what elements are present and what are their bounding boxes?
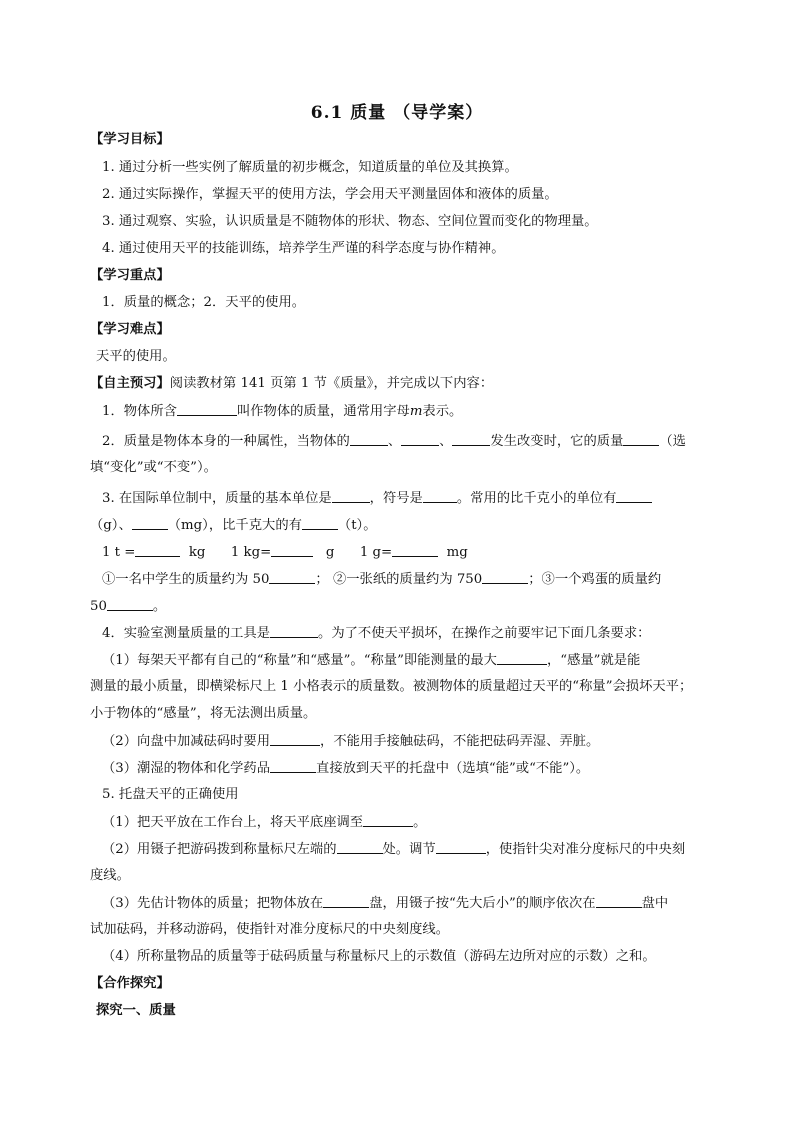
answer-blank[interactable] bbox=[350, 432, 388, 446]
q2-text: 、 bbox=[387, 434, 402, 449]
answer-blank[interactable] bbox=[270, 732, 320, 746]
q4-text: 。为了不使天平损坏，在操作之前要牢记下面几条要求： bbox=[318, 626, 651, 641]
estimation-text: ； ②一张纸的质量约为 750 bbox=[315, 572, 483, 587]
answer-blank[interactable] bbox=[401, 432, 439, 446]
q3-text: 。常用的比千克小的单位有 bbox=[456, 491, 617, 506]
question-2 bbox=[102, 432, 686, 451]
question-5-2 bbox=[102, 840, 685, 859]
answer-blank[interactable] bbox=[302, 516, 338, 530]
cooperation-heading: 【合作探究】 bbox=[90, 976, 170, 991]
q4-1-text: ，“感量”就是能 bbox=[546, 653, 641, 668]
q4-3-text: （3）潮湿的物体和化学药品 bbox=[102, 761, 271, 776]
q5-1-text: 。 bbox=[413, 815, 427, 830]
question-3-cont bbox=[90, 516, 377, 535]
q3-text: ，符号是 bbox=[369, 491, 423, 506]
estimation-text: ；③一个鸡蛋的质量约 bbox=[528, 572, 662, 587]
question-4-1 bbox=[102, 651, 640, 670]
question-4-3 bbox=[102, 759, 589, 778]
q5-2-text: （2）用镊子把游码拨到称量标尺左端的 bbox=[102, 842, 337, 857]
estimation-question-cont bbox=[90, 597, 166, 616]
question-4-2 bbox=[102, 732, 599, 751]
answer-blank[interactable] bbox=[270, 624, 318, 638]
q5-2-text: 处。调节 bbox=[382, 842, 436, 857]
goal-item: 3. 通过观察、实验，认识质量是不随物体的形状、物态、空间位置而变化的物理量。 bbox=[102, 214, 598, 229]
q4-2-text: ，不能用手接触砝码，不能把砝码弄湿、弄脏。 bbox=[320, 734, 600, 749]
q2-text: 、 bbox=[439, 434, 453, 449]
q4-3-text: 直接放到天平的托盘中（选填“能”或“不能”）。 bbox=[316, 761, 590, 776]
estimation-question bbox=[102, 570, 661, 589]
q1-text: 表示。 bbox=[422, 404, 463, 419]
q5-2-text: ，使指针尖对准分度标尺的中央刻 bbox=[485, 842, 686, 857]
difficulty-text: 天平的使用。 bbox=[96, 349, 176, 364]
question-1 bbox=[102, 402, 462, 421]
answer-blank[interactable] bbox=[269, 570, 315, 584]
answer-blank[interactable] bbox=[436, 840, 486, 854]
explore-1-heading: 探究一、质量 bbox=[96, 1003, 176, 1018]
focus-text: 1．质量的概念；2．天平的使用。 bbox=[102, 295, 306, 310]
answer-blank[interactable] bbox=[177, 402, 237, 416]
preview-line bbox=[90, 375, 493, 393]
question-4 bbox=[102, 624, 650, 643]
conversion-unit: mg bbox=[446, 545, 468, 560]
answer-blank[interactable] bbox=[337, 840, 383, 854]
q5-1-text: （1）把天平放在工作台上，将天平底座调至 bbox=[102, 815, 364, 830]
question-5-3 bbox=[102, 894, 668, 913]
focus-heading: 【学习重点】 bbox=[90, 268, 170, 283]
goal-item: 4. 通过使用天平的技能训练，培养学生严谨的科学态度与协作精神。 bbox=[102, 241, 505, 256]
answer-blank[interactable] bbox=[482, 570, 528, 584]
estimation-text: ①一名中学生的质量约为 50 bbox=[102, 572, 270, 587]
question-5-2-cont: 度线。 bbox=[90, 868, 130, 883]
q4-2-text: （2）向盘中加减砝码时要用 bbox=[102, 734, 271, 749]
estimation-text: 。 bbox=[152, 599, 167, 614]
goal-item: 2. 通过实际操作，掌握天平的使用方法，学会用天平测量固体和液体的质量。 bbox=[102, 187, 558, 202]
q4-1-text: （1）每架天平都有自己的“称量”和“感量”。“称量”即能测量的最大 bbox=[102, 653, 497, 668]
question-5: 5. 托盘天平的正确使用 bbox=[102, 787, 239, 802]
q2-text: （选 bbox=[659, 434, 686, 449]
answer-blank[interactable] bbox=[135, 543, 180, 557]
answer-blank[interactable] bbox=[616, 489, 652, 503]
q5-3-text: （3）先估计物体的质量；把物体放在 bbox=[102, 896, 324, 911]
conversion-unit: g bbox=[325, 545, 335, 560]
question-2-cont: 填“变化”或“不变”）。 bbox=[90, 460, 217, 475]
q1-text: 1．物体所含 bbox=[102, 404, 177, 419]
answer-blank[interactable] bbox=[423, 489, 457, 503]
answer-blank[interactable] bbox=[363, 813, 413, 827]
question-4-1-cont: 小于物体的“感量”，将无法测出质量。 bbox=[90, 706, 317, 721]
conversion-text: 1 t = bbox=[102, 545, 136, 560]
conversion-unit: kg bbox=[188, 545, 206, 560]
q2-text: 2．质量是物体本身的一种属性，当物体的 bbox=[102, 434, 350, 449]
goals-heading: 【学习目标】 bbox=[90, 132, 170, 147]
answer-blank[interactable] bbox=[132, 516, 168, 530]
preview-intro: 阅读教材第 141 页第 1 节《质量》，并完成以下内容： bbox=[169, 376, 494, 391]
estimation-text: 50 bbox=[90, 599, 107, 614]
q1-text: 叫作物体的质量，通常用字母 bbox=[236, 404, 410, 419]
answer-blank[interactable] bbox=[332, 489, 370, 503]
question-5-3-cont: 试加砝码，并移动游码，使指针对准分度标尺的中央刻度线。 bbox=[90, 922, 450, 937]
answer-blank[interactable] bbox=[270, 759, 316, 773]
q4-text: 4．实验室测量质量的工具是 bbox=[102, 626, 271, 641]
q3-text: 3. 在国际单位制中，质量的基本单位是 bbox=[102, 491, 332, 506]
goal-item: 1. 通过分析一些实例了解质量的初步概念，知道质量的单位及其换算。 bbox=[102, 160, 518, 175]
q3-text: （g）、 bbox=[90, 518, 132, 533]
q5-3-text: 盘中 bbox=[641, 896, 669, 911]
answer-blank[interactable] bbox=[497, 651, 547, 665]
answer-blank[interactable] bbox=[623, 432, 659, 446]
answer-blank[interactable] bbox=[596, 894, 642, 908]
q3-text: （t）。 bbox=[337, 518, 377, 533]
answer-blank[interactable] bbox=[392, 543, 438, 557]
answer-blank[interactable] bbox=[452, 432, 490, 446]
unit-conversions bbox=[102, 543, 468, 562]
answer-blank[interactable] bbox=[323, 894, 369, 908]
symbol-m: m bbox=[409, 404, 423, 419]
q5-3-text: 盘，用镊子按“先大后小”的顺序依次在 bbox=[369, 896, 596, 911]
question-3 bbox=[102, 489, 652, 508]
question-5-4: （4）所称量物品的质量等于砝码质量与称量标尺上的示数值（游码左边所对应的示数）之和。 bbox=[102, 949, 656, 964]
q2-text: 发生改变时，它的质量 bbox=[490, 434, 624, 449]
preview-heading: 【自主预习】 bbox=[90, 376, 170, 391]
conversion-text: 1 g= bbox=[359, 545, 393, 560]
conversion-text: 1 kg= bbox=[230, 545, 272, 560]
difficulty-heading: 【学习难点】 bbox=[90, 322, 170, 337]
question-5-1 bbox=[102, 813, 426, 832]
page-title: 6.1 质量 （导学案） bbox=[310, 103, 484, 123]
answer-blank[interactable] bbox=[271, 543, 313, 557]
question-4-1-cont: 测量的最小质量，即横梁标尺上 1 小格表示的质量数。被测物体的质量超过天平的“称量”会损坏天平； bbox=[90, 679, 693, 694]
answer-blank[interactable] bbox=[107, 597, 153, 611]
q3-text: （mg），比千克大的有 bbox=[167, 518, 302, 533]
